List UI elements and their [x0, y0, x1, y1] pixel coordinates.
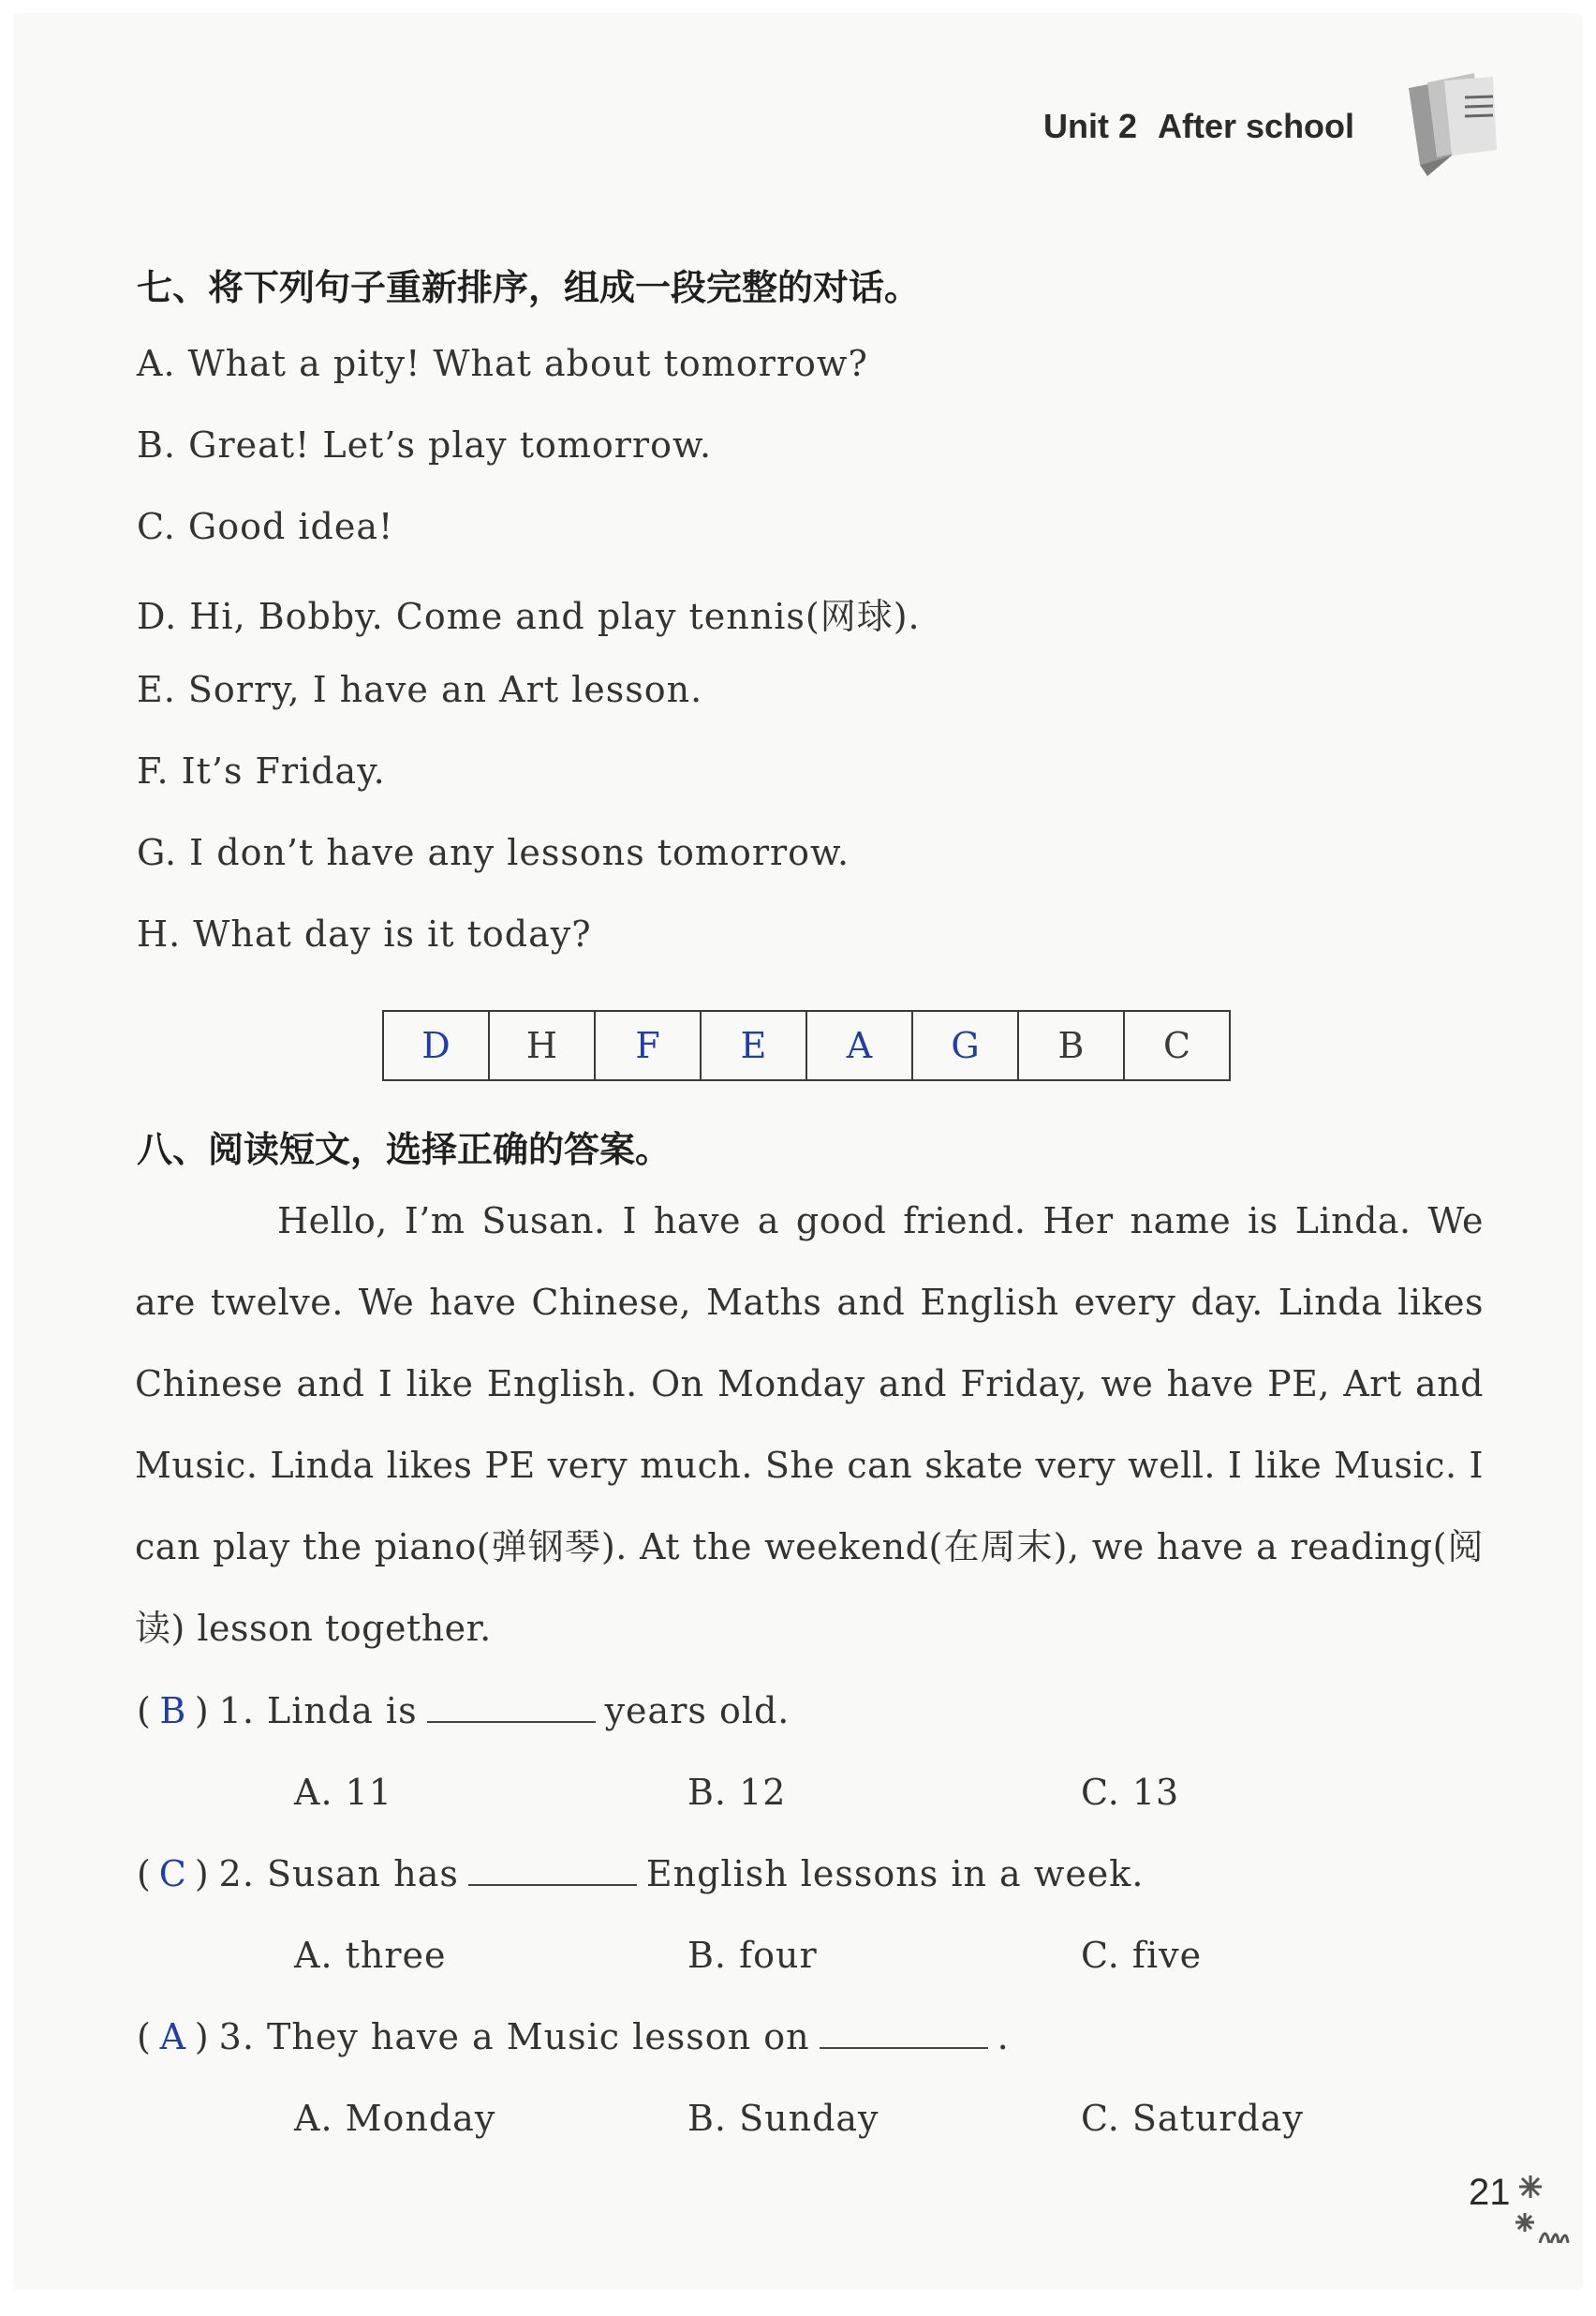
workbook-page — [13, 13, 1583, 2290]
answer-mark: C — [158, 1853, 187, 1894]
order-cell: A — [806, 1011, 912, 1080]
option-c: C. Saturday — [1081, 2098, 1304, 2139]
order-cell: F — [595, 1011, 701, 1080]
option-a: A. Monday — [294, 2098, 496, 2139]
order-cell: B — [1018, 1011, 1124, 1080]
section-7-heading: 七、将下列句子重新排序，组成一段完整的对话。 — [137, 267, 921, 308]
unit-title: After school — [1158, 107, 1355, 145]
order-answer-table — [382, 1010, 1231, 1081]
question-3: ( A ) 3. They have a Music lesson on . — [137, 2016, 1010, 2057]
option-b: B. 12 — [687, 1772, 787, 1813]
page-number: 21 — [1469, 2172, 1511, 2213]
order-cell: C — [1124, 1011, 1230, 1080]
option-c: C. five — [1081, 1935, 1203, 1976]
option-b: B. four — [687, 1935, 818, 1976]
sentence-b: B. Great! Let’s play tomorrow. — [137, 424, 713, 466]
option-a: A. three — [294, 1935, 447, 1976]
order-cell: H — [489, 1011, 595, 1080]
question-text: Susan has — [267, 1853, 459, 1894]
option-c: C. 13 — [1081, 1772, 1180, 1813]
order-cell: E — [701, 1011, 806, 1080]
unit-header — [1043, 107, 1354, 146]
answer-blank — [820, 2019, 988, 2049]
sentence-d: D. Hi, Bobby. Come and play tennis(网球). — [137, 596, 921, 637]
question-text: They have a Music lesson on — [267, 2016, 810, 2057]
sentence-e: E. Sorry, I have an Art lesson. — [137, 669, 703, 710]
flower-decoration-icon — [1512, 2168, 1577, 2252]
sentence-a: A. What a pity! What about tomorrow? — [137, 343, 868, 384]
question-text-end: . — [997, 2016, 1010, 2057]
option-a: A. 11 — [294, 1772, 392, 1813]
reading-passage: Hello, I’m Susan. I have a good friend. Her name is Linda. We are twelve. We have Chinese, Maths and English every day. Linda likes Chinese and I like English. On Monday and Friday, we have PE, Art and Music. Linda likes PE very much. She can skate very well. I like Music. I can play the piano(弹钢琴). At the weekend(在周末), we have a reading(阅读) lesson together. — [135, 1200, 1484, 1649]
question-text-end: English lessons in a week. — [645, 1853, 1145, 1894]
book-pages-icon — [1399, 71, 1521, 184]
sentence-h: H. What day is it today? — [137, 913, 592, 955]
sentence-c: C. Good idea! — [137, 506, 394, 547]
order-cell: D — [383, 1011, 489, 1080]
question-text: Linda is — [267, 1690, 418, 1731]
answer-mark: A — [159, 2016, 187, 2057]
answer-blank — [468, 1856, 637, 1886]
question-2: ( C ) 2. Susan has English lessons in a week. — [137, 1853, 1145, 1894]
question-number: 3. — [218, 2016, 255, 2057]
answer-blank — [427, 1693, 596, 1723]
order-cell: G — [912, 1011, 1018, 1080]
question-1: ( B ) 1. Linda is years old. — [137, 1690, 791, 1731]
sentence-f: F. It’s Friday. — [137, 750, 386, 792]
unit-number: Unit 2 — [1043, 107, 1138, 145]
sentence-g: G. I don’t have any lessons tomorrow. — [137, 832, 850, 873]
answer-mark: B — [159, 1690, 187, 1731]
section-8-heading: 八、阅读短文，选择正确的答案。 — [137, 1129, 672, 1170]
question-number: 1. — [218, 1690, 255, 1731]
option-b: B. Sunday — [687, 2098, 879, 2139]
question-text-end: years old. — [604, 1690, 791, 1731]
question-number: 2. — [218, 1853, 255, 1894]
